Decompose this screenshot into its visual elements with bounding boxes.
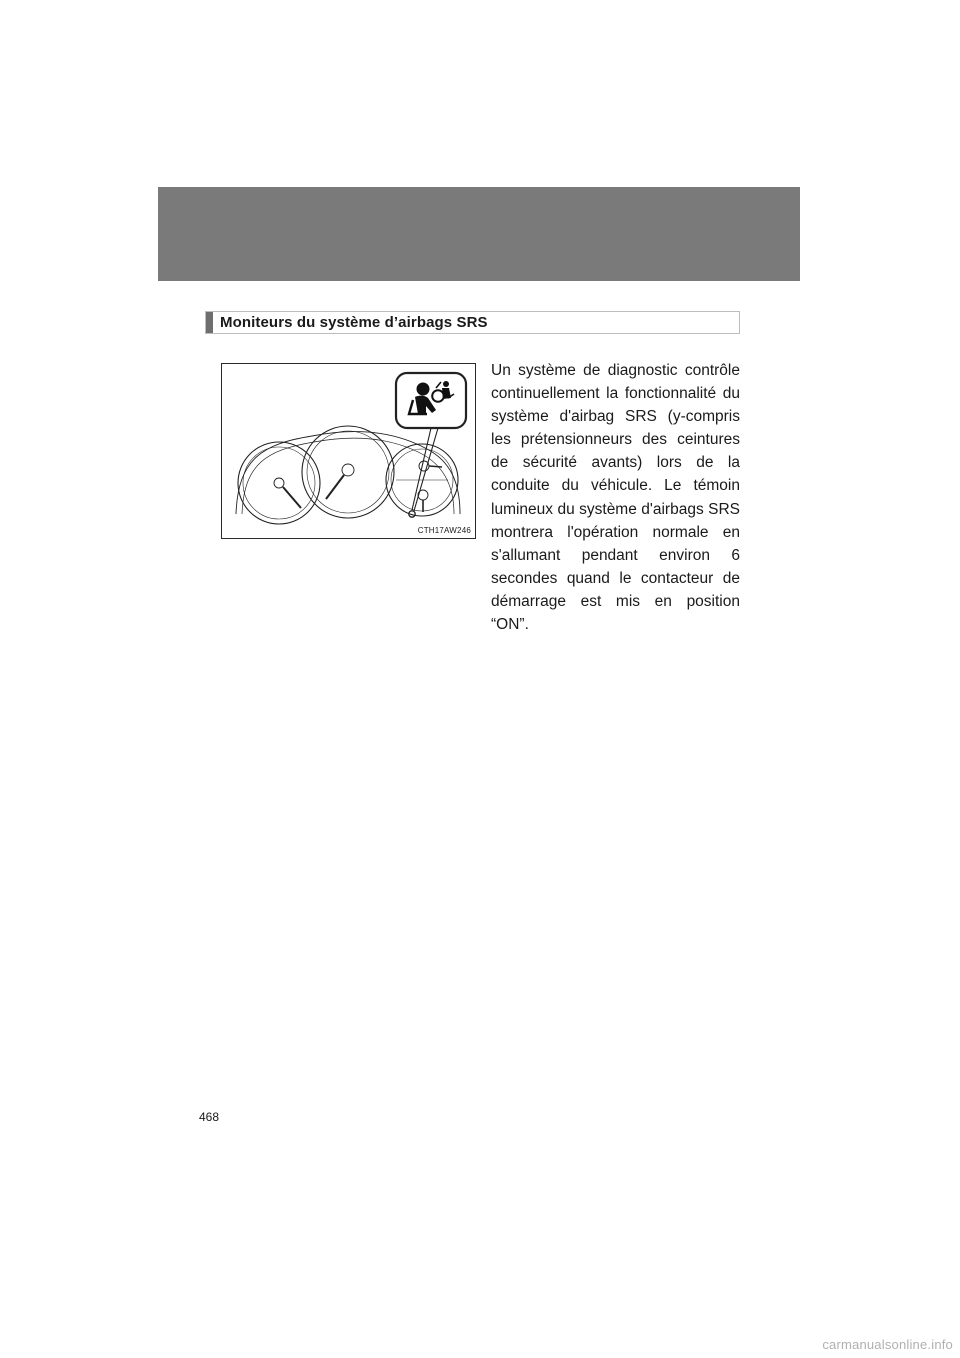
instrument-cluster-drawing xyxy=(222,364,475,538)
body-paragraph: Un système de diagnostic contrôle continuellement la fonctionnalité du système d'airbag SRS (y-compris les prétensionneurs des ceintures de sécurité avants) lors de la conduite du véhicule. Le témoin lumineux du système d'airbags SRS montrera l'opération normale en s'allumant pendant environ 6 secondes quand le contacteur de démarrage est mis en position “ON”. xyxy=(491,362,740,634)
page-header-band xyxy=(158,187,800,281)
watermark: carmanualsonline.info xyxy=(822,1337,953,1352)
section-heading xyxy=(205,311,740,334)
figure-code: CTH17AW246 xyxy=(417,526,471,535)
heading-accent-bar xyxy=(206,312,213,333)
page-number: 468 xyxy=(199,1110,220,1124)
instrument-cluster-illustration xyxy=(221,363,476,539)
airbag-warning-icon xyxy=(396,373,466,428)
section-heading-text: Moniteurs du système d’airbags SRS xyxy=(220,314,488,331)
